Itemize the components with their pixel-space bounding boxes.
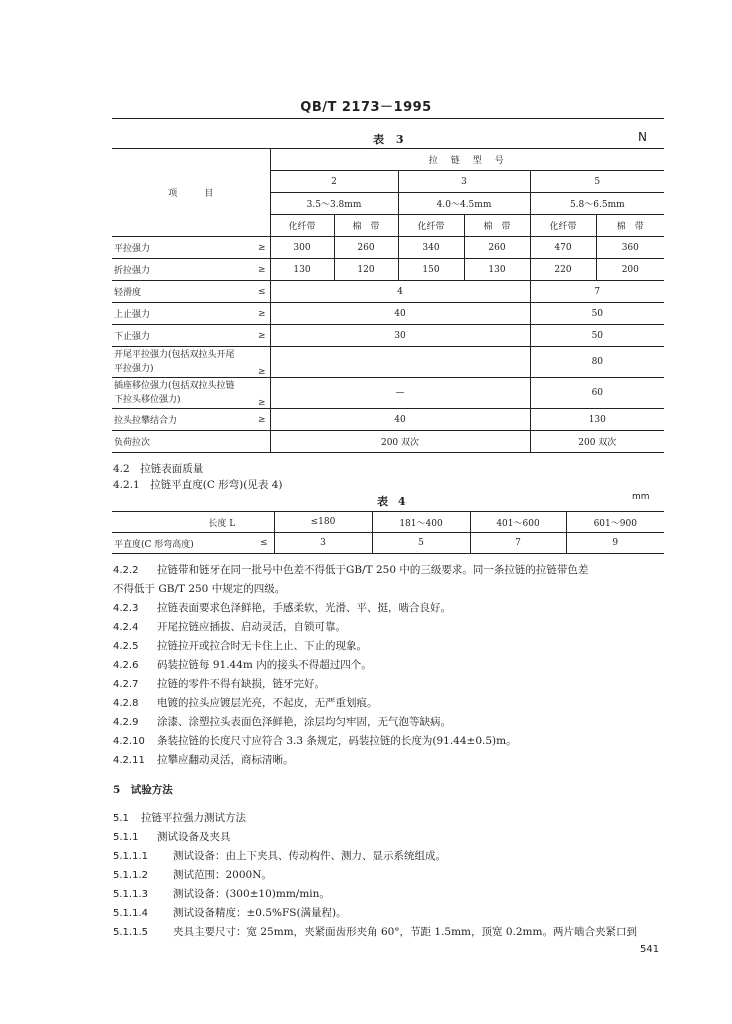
- row-symbol: ≥: [242, 347, 270, 378]
- paragraph: [113, 695, 378, 710]
- table4-title: 表 4: [377, 495, 409, 508]
- paragraph: [113, 905, 347, 920]
- paragraph: [113, 657, 372, 672]
- cell: 181～400: [372, 512, 470, 533]
- clause-text: 测试设备及夹具: [157, 831, 231, 843]
- standard-code-header: QB/T 2173－1995: [300, 100, 432, 115]
- paragraph: [113, 829, 231, 844]
- clause-text: 不得低于 GB/T 250 中规定的四级。: [113, 583, 286, 595]
- clause-text: 拉攀应翻动灵活，商标清晰。: [157, 754, 294, 766]
- clause-number: 4.2.6: [113, 660, 139, 671]
- size-3: 4.0～4.5mm: [398, 193, 530, 215]
- clause-number: 4.2.3: [113, 603, 139, 614]
- cell-merged: 30: [270, 325, 530, 347]
- belt-type: 化纤带: [270, 215, 334, 237]
- model-group-header: 拉 链 型 号: [270, 149, 664, 171]
- row-label: 平直度(C 形弯高度): [112, 533, 242, 554]
- row-label: 负荷拉次: [112, 431, 242, 453]
- cell-merged: 50: [530, 325, 664, 347]
- belt-type: 化纤带: [530, 215, 596, 237]
- table-row: [112, 237, 664, 259]
- belt-type: 化纤带: [398, 215, 464, 237]
- belt-type: 棉 带: [596, 215, 664, 237]
- clause-number: 5.1: [113, 813, 129, 824]
- cell: 260: [464, 237, 530, 259]
- cell: 120: [334, 259, 398, 281]
- model-3: 3: [398, 171, 530, 193]
- clause-text: 测试设备：(300±10)mm/min。: [173, 888, 330, 900]
- clause-text: 夹具主要尺寸：宽 25mm，夹紧面齿形夹角 60°，节距 1.5mm，顶宽 0.2mm。两片啮合夹紧口到: [173, 926, 637, 938]
- clause-text: 测试范围：2000N。: [173, 869, 272, 881]
- table-row: [112, 431, 664, 453]
- cell: 470: [530, 237, 596, 259]
- size-5: 5.8～6.5mm: [530, 193, 664, 215]
- clause-number: 5.1.1.2: [113, 870, 148, 881]
- paragraph: [113, 924, 637, 939]
- row-symbol: ≤: [242, 533, 274, 554]
- section-4-2-1-heading: 4.2.1 拉链平直度(C 形弯)(见表 4): [113, 479, 283, 491]
- paragraph: [113, 581, 285, 596]
- clause-number: 4.2.5: [113, 641, 139, 652]
- table4: [112, 511, 664, 554]
- row-symbol: ≥: [242, 259, 270, 281]
- clause-text: 拉链带和链牙在同一批号中色差不得低于GB/T 250 中的三级要求。同一条拉链的拉链带色差: [157, 564, 589, 576]
- cell: 7: [470, 533, 566, 554]
- table-row: [112, 281, 664, 303]
- table-row: [112, 303, 664, 325]
- cell-merged: 50: [530, 303, 664, 325]
- cell: 150: [398, 259, 464, 281]
- row-symbol: [242, 431, 270, 453]
- clause-number: 5.1.1.5: [113, 927, 148, 938]
- row-label: 折拉强力: [112, 259, 242, 281]
- cell: 360: [596, 237, 664, 259]
- clause-text: 开尾拉链应插拔、启动灵活，自锁可靠。: [157, 621, 346, 633]
- model-2: 2: [270, 171, 398, 193]
- clause-text: 条装拉链的长度尺寸应符合 3.3 条规定，码装拉链的长度为(91.44±0.5)m。: [157, 735, 517, 747]
- row-symbol: ≤: [242, 281, 270, 303]
- cell: 601～900: [566, 512, 664, 533]
- cell-merged: 130: [530, 409, 664, 431]
- cell-merged: 40: [270, 409, 530, 431]
- cell-merged: 4: [270, 281, 530, 303]
- table-row: [112, 512, 664, 533]
- paragraph: [113, 848, 446, 863]
- cell: 3: [274, 533, 372, 554]
- table3-unit: N: [638, 130, 647, 144]
- clause-text: 拉链拉开或拉合时无卡住上止、下止的现象。: [157, 640, 367, 652]
- cell-merged: 40: [270, 303, 530, 325]
- clause-number: 4.2.9: [113, 717, 139, 728]
- row-symbol: ≥: [242, 325, 270, 347]
- cell: 9: [566, 533, 664, 554]
- cell-merged: 80: [530, 347, 664, 378]
- clause-text: 拉链平拉强力测试方法: [141, 812, 246, 824]
- cell-merged: 7: [530, 281, 664, 303]
- table-row: [112, 259, 664, 281]
- paragraph: [113, 714, 451, 729]
- paragraph: [113, 810, 246, 825]
- cell-merged: [270, 347, 530, 378]
- clause-text: 拉链表面要求色泽鲜艳，手感柔软，光滑、平、挺，啮合良好。: [157, 602, 451, 614]
- cell: 130: [270, 259, 334, 281]
- clause-number: 5.1.1.1: [113, 851, 148, 862]
- section-5-heading: 5 试验方法: [113, 784, 173, 796]
- table-row: [112, 409, 664, 431]
- cell: 260: [334, 237, 398, 259]
- cell-merged: 200 双次: [270, 431, 530, 453]
- paragraph: [113, 867, 272, 882]
- row-symbol: ≥: [242, 378, 270, 409]
- table3: [112, 148, 664, 453]
- clause-number: 5.1.1.3: [113, 889, 148, 900]
- project-header: 项 目: [112, 149, 270, 237]
- clause-number: 4.2.2: [113, 565, 139, 576]
- cell: 340: [398, 237, 464, 259]
- section-4-2-heading: 4.2 拉链表面质量: [113, 463, 204, 475]
- row-symbol: ≥: [242, 409, 270, 431]
- clause-text: 涂漆、涂塑拉头表面色泽鲜艳，涂层均匀牢固，无气泡等缺病。: [157, 716, 451, 728]
- belt-type: 棉 带: [334, 215, 398, 237]
- row-label: 长度 L: [112, 512, 274, 533]
- row-label: 轻滑度: [112, 281, 242, 303]
- clause-number: 5.1.1: [113, 832, 139, 843]
- paragraph: [113, 676, 325, 691]
- clause-text: 测试设备：由上下夹具、传动构件、测力、显示系统组成。: [173, 850, 446, 862]
- paragraph: [113, 886, 330, 901]
- size-2: 3.5～3.8mm: [270, 193, 398, 215]
- table4-unit: mm: [632, 492, 650, 502]
- cell-merged: 200 双次: [530, 431, 664, 453]
- clause-text: 电镀的拉头应镀层光亮，不起皮，无严重划痕。: [157, 697, 378, 709]
- paragraph: [113, 752, 294, 767]
- clause-number: 5.1.1.4: [113, 908, 148, 919]
- belt-type: 棉 带: [464, 215, 530, 237]
- cell: 5: [372, 533, 470, 554]
- row-label: 平拉强力: [112, 237, 242, 259]
- row-label: 下止强力: [112, 325, 242, 347]
- clause-number: 4.2.10: [113, 736, 145, 747]
- cell: 401～600: [470, 512, 566, 533]
- cell-merged: 60: [530, 378, 664, 409]
- row-label: 开尾平拉强力(包括双拉头开尾平拉强力): [112, 347, 242, 378]
- paragraph: [113, 600, 451, 615]
- table3-title: 表 3: [373, 133, 408, 146]
- row-label: 上止强力: [112, 303, 242, 325]
- table-row: [112, 347, 664, 378]
- clause-number: 4.2.7: [113, 679, 139, 690]
- clause-text: 拉链的零件不得有缺损，链牙完好。: [157, 678, 325, 690]
- paragraph: [113, 638, 367, 653]
- table-row: [112, 378, 664, 409]
- row-symbol: ≥: [242, 303, 270, 325]
- paragraph: [113, 733, 517, 748]
- cell: ≤180: [274, 512, 372, 533]
- table-row: [112, 533, 664, 554]
- clause-text: 测试设备精度：±0.5%FS(满量程)。: [173, 907, 347, 919]
- cell-merged: —: [270, 378, 530, 409]
- cell: 300: [270, 237, 334, 259]
- row-symbol: ≥: [242, 237, 270, 259]
- clause-number: 4.2.11: [113, 755, 145, 766]
- row-label: 插座移位强力(包括双拉头拉链下拉头移位强力): [112, 378, 242, 409]
- clause-number: 4.2.8: [113, 698, 139, 709]
- page-number: 541: [640, 944, 660, 955]
- clause-text: 码装拉链每 91.44m 内的接头不得超过四个。: [157, 659, 372, 671]
- cell: 220: [530, 259, 596, 281]
- paragraph: [113, 562, 588, 577]
- model-5: 5: [530, 171, 664, 193]
- cell: 200: [596, 259, 664, 281]
- header-rule: [112, 118, 664, 119]
- paragraph: [113, 619, 346, 634]
- cell: 130: [464, 259, 530, 281]
- clause-number: 4.2.4: [113, 622, 139, 633]
- table-row: [112, 325, 664, 347]
- row-label: 拉头拉攀结合力: [112, 409, 242, 431]
